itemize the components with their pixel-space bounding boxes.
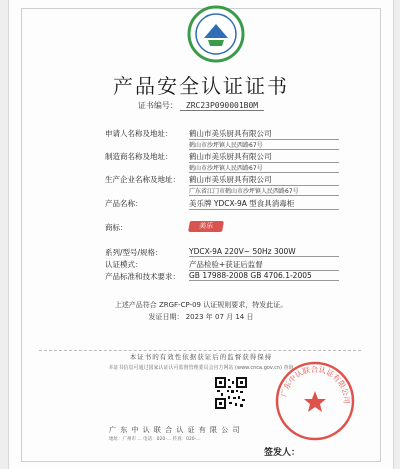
manufacturer-label: 制造商名称及地址： <box>105 152 173 161</box>
trademark-logo: 美乐 <box>188 221 224 232</box>
signer-label: 签发人： <box>264 448 301 458</box>
issuer-contact-info: 地址：广州市 ... 电话：020-... 传真：020-... <box>109 437 201 442</box>
official-seal-icon <box>274 360 356 442</box>
cert-mode-label: 认证模式： <box>105 260 143 269</box>
certificate-page <box>8 0 394 469</box>
trademark-label: 商标： <box>105 223 128 232</box>
certificate-title: 产品安全认证证书 <box>113 74 289 98</box>
applicant-name: 鹤山市美乐厨具有限公司 <box>189 128 339 140</box>
certificate-number-label: 证书编号： <box>137 101 178 110</box>
footer-divider <box>39 350 361 351</box>
validity-note: 本证书的有效性依据获证后的监督获得保持 <box>129 353 273 361</box>
certificate-number <box>9 100 393 111</box>
issuing-organization: 广 东 中 认 联 合 认 证 有 限 公 司 <box>109 426 241 434</box>
compliance-statement: 上述产品符合 ZRGF-CP-09 认证规则要求，特发此证。 <box>114 301 288 309</box>
factory-address: 广东省江门市鹤山市沙坪镇人民西路67号 <box>189 186 339 196</box>
qr-code-icon <box>215 377 247 409</box>
manufacturer-name: 鹤山市美乐厨具有限公司 <box>189 151 339 163</box>
certification-emblem-icon <box>186 4 246 64</box>
product-name-label: 产品名称： <box>105 199 143 208</box>
verification-note: 本证书信息可通过国家认证认可监督管理委员会官方网站 (www.cnca.gov.cn) 查询 <box>108 365 294 371</box>
factory-label: 生产企业名称及地址： <box>105 175 180 184</box>
applicant-address: 鹤山市沙坪镇人民西路67号 <box>189 140 339 150</box>
factory-name: 鹤山市美乐厨具有限公司 <box>189 174 339 186</box>
standard-value: GB 17988-2008 GB 4706.1-2005 <box>189 271 339 281</box>
cert-mode-value: 产品检验+获证后监督 <box>189 259 339 271</box>
model-label: 系列/型号/规格： <box>105 248 163 257</box>
product-name-value: 美乐牌 YDCX-9A 型食具消毒柜 <box>189 198 339 210</box>
manufacturer-address: 鹤山市沙坪镇人民西路67号 <box>189 163 339 173</box>
applicant-label: 申请人名称及地址： <box>105 129 173 138</box>
issue-date: 发证日期： 2023 年 07 月 14 日 <box>148 313 254 321</box>
standard-label: 产品标准和技术要求： <box>105 272 180 281</box>
certificate-number-value: ZRC23P090001B0M <box>180 101 264 111</box>
model-value: YDCX-9A 220V~ 50Hz 300W <box>189 247 339 257</box>
svg-text:广东中认联合认证有限公司: 广东中认联合认证有限公司 <box>279 364 352 404</box>
